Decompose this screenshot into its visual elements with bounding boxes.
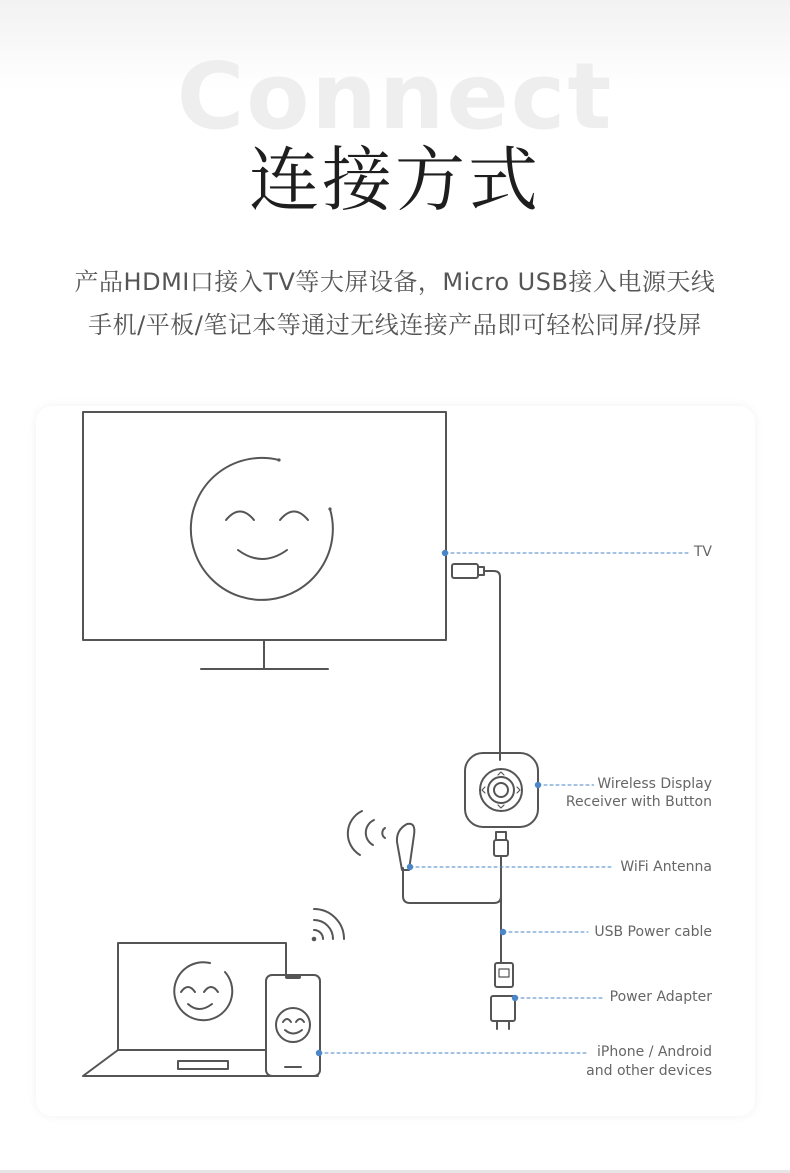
phone-icon bbox=[266, 909, 344, 1076]
wifi-antenna bbox=[348, 811, 501, 903]
page-title: 连接方式 bbox=[249, 139, 541, 221]
label-wifi-antenna: WiFi Antenna bbox=[617, 858, 712, 877]
label-devices-line-1: iPhone / Android bbox=[594, 1043, 712, 1062]
description-line-1: 产品HDMI口接入TV等大屏设备，Micro USB接入电源天线 bbox=[74, 268, 716, 296]
hdmi-cable bbox=[452, 564, 500, 760]
callout-dots bbox=[316, 550, 541, 1056]
tv-icon bbox=[83, 412, 446, 669]
power-adapter bbox=[491, 963, 515, 1029]
label-receiver-line-1: Wireless Display bbox=[594, 775, 712, 794]
label-devices-line-2: and other devices bbox=[583, 1062, 712, 1081]
label-power-adapter: Power Adapter bbox=[607, 988, 712, 1007]
label-usb-power-cable: USB Power cable bbox=[591, 923, 712, 942]
label-receiver-line-2: Receiver with Button bbox=[563, 793, 712, 812]
receiver-device bbox=[465, 753, 538, 827]
label-tv: TV bbox=[691, 543, 712, 562]
background-word: Connect bbox=[176, 43, 614, 150]
description-line-2: 手机/平板/笔记本等通过无线连接产品即可轻松同屏/投屏 bbox=[88, 311, 702, 339]
